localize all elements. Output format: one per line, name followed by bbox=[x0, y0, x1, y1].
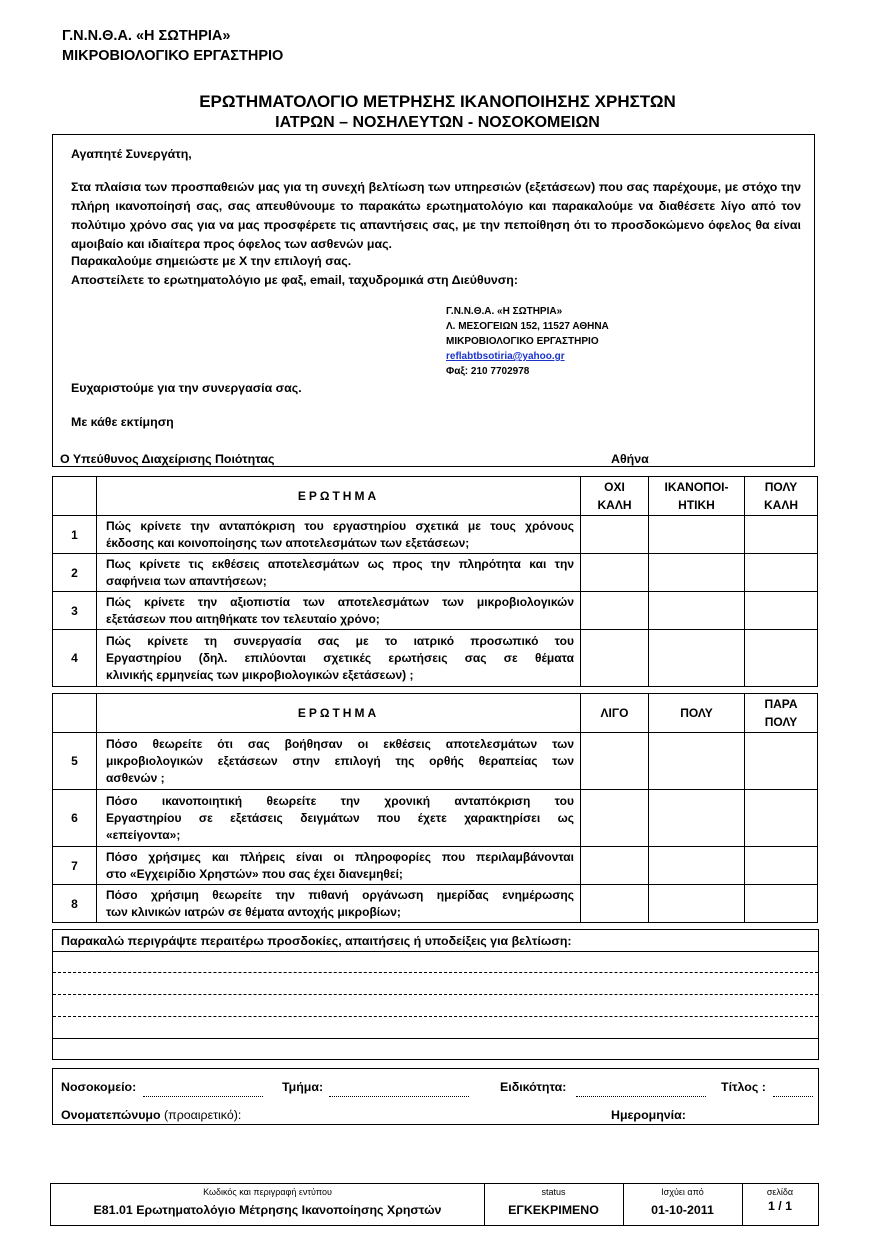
postal-address bbox=[446, 304, 609, 379]
city-label: Αθήνα bbox=[611, 452, 649, 466]
answer-cell[interactable] bbox=[745, 790, 818, 847]
question-header: ΕΡΩΤΗΜΑ bbox=[97, 477, 581, 516]
answer-cell[interactable] bbox=[745, 733, 818, 790]
address-street: Λ. ΜΕΣΟΓΕΙΩΝ 152, 11527 ΑΘΗΝΑ bbox=[446, 321, 609, 332]
document-footer bbox=[50, 1183, 819, 1226]
answer-cell[interactable] bbox=[745, 554, 818, 592]
question-number: 8 bbox=[53, 885, 97, 923]
answer-cell[interactable] bbox=[581, 592, 649, 630]
answer-cell[interactable] bbox=[649, 554, 745, 592]
choice-header-satisfactory: ΙΚΑΝΟΠΟΙ- ΗΤΙΚΗ bbox=[649, 477, 745, 516]
question-row bbox=[53, 630, 818, 687]
comment-line bbox=[53, 972, 818, 973]
answer-cell[interactable] bbox=[581, 733, 649, 790]
hospital-name: Γ.Ν.Ν.Θ.Α. «Η ΣΩΤΗΡΙΑ» bbox=[62, 28, 231, 44]
question-number: 4 bbox=[53, 630, 97, 687]
answer-cell[interactable] bbox=[581, 847, 649, 885]
form-subtitle: ΙΑΤΡΩΝ – ΝΟΣΗΛΕΥΤΩΝ - ΝΟΣΟΚΟΜΕΙΩΝ bbox=[275, 114, 600, 131]
questions-table-1 bbox=[52, 476, 818, 687]
comment-line bbox=[53, 951, 818, 952]
question-row bbox=[53, 847, 818, 885]
question-row bbox=[53, 733, 818, 790]
question-text: Πόσο ικανοποιητική θεωρείτε την χρονική ανταπόκριση του Εργαστηρίου σε εξετάσεις δειγμάτων που έχετε χαρακτηρίσει ως «επείγοντα»; bbox=[97, 790, 581, 847]
thanks-text: Ευχαριστούμε για την συνεργασία σας. bbox=[71, 381, 302, 395]
questions-table-2 bbox=[52, 693, 818, 923]
answer-cell[interactable] bbox=[649, 630, 745, 687]
choice-header-much: ΠΟΛΥ bbox=[649, 694, 745, 733]
regards-text: Με κάθε εκτίμηση bbox=[71, 415, 174, 429]
question-row bbox=[53, 516, 818, 554]
choice-header-very-much: ΠΑΡΑ ΠΟΛΥ bbox=[745, 694, 818, 733]
form-code-value: Ε81.01 Ερωτηματολόγιο Μέτρησης Ικανοποίησης Χρηστών bbox=[93, 1203, 442, 1217]
page-value: 1 / 1 bbox=[767, 1199, 793, 1213]
answer-cell[interactable] bbox=[649, 790, 745, 847]
comments-box[interactable] bbox=[52, 929, 819, 1060]
letter-body: Στα πλαίσια των προσπαθειών μας για τη συνεχή βελτίωση των υπηρεσιών (εξετάσεων) που σας παρέχουμε, με στόχο την πλήρη ικανοποίησή σας, σας απευθύνουμε το παρακάτω ερωτηματολόγιο και παρακαλούμε να διαθέσετε λίγο από τον πολύτιμο χρόνο σας για να μας προσφέρετε τις απαντήσεις σας, με την πεποίθηση ότι το προσδοκώμενο όφελος θα είναι αμοιβαίο και ιδιαίτερα προς όφελος των ασθενών μας. bbox=[71, 180, 801, 251]
choice-header-very-good: ΠΟΛΥ ΚΑΛΗ bbox=[745, 477, 818, 516]
question-number: 6 bbox=[53, 790, 97, 847]
status-cell bbox=[484, 1184, 624, 1225]
answer-cell[interactable] bbox=[745, 516, 818, 554]
specialty-field-label: Ειδικότητα: bbox=[500, 1080, 567, 1094]
answer-cell[interactable] bbox=[649, 516, 745, 554]
question-row bbox=[53, 885, 818, 923]
comment-line bbox=[53, 1038, 818, 1039]
address-dept: ΜΙΚΡΟΒΙΟΛΟΓΙΚΟ ΕΡΓΑΣΤΗΡΙΟ bbox=[446, 336, 599, 347]
answer-cell[interactable] bbox=[581, 885, 649, 923]
question-row bbox=[53, 554, 818, 592]
page-label: σελίδα bbox=[766, 1187, 794, 1197]
greeting: Αγαπητέ Συνεργάτη, bbox=[71, 147, 192, 161]
answer-cell[interactable] bbox=[581, 790, 649, 847]
answer-cell[interactable] bbox=[581, 554, 649, 592]
answer-cell[interactable] bbox=[581, 630, 649, 687]
question-number: 5 bbox=[53, 733, 97, 790]
send-note: Αποστείλετε το ερωτηματολόγιο με φαξ, email, ταχυδρομικά στη Διεύθυνση: bbox=[71, 273, 518, 287]
question-number: 1 bbox=[53, 516, 97, 554]
date-field[interactable] bbox=[696, 1124, 813, 1125]
form-title: ΕΡΩΤΗΜΑΤΟΛΟΓΙΟ ΜΕΤΡΗΣΗΣ ΙΚΑΝΟΠΟΙΗΣΗΣ ΧΡΗΣΤΩΝ bbox=[199, 92, 676, 111]
name-field[interactable] bbox=[269, 1124, 599, 1125]
address-name: Γ.Ν.Ν.Θ.Α. «Η ΣΩΤΗΡΙΑ» bbox=[446, 306, 563, 317]
comment-line bbox=[53, 994, 818, 995]
choice-header-not-good: ΟΧΙ ΚΑΛΗ bbox=[581, 477, 649, 516]
answer-cell[interactable] bbox=[649, 592, 745, 630]
question-text: Πώς κρίνετε την αξιοπιστία των αποτελεσμάτων των μικροβιολογικών εξετάσεων που αιτηθήκατε τον τελευταίο χρόνο; bbox=[97, 592, 581, 630]
mark-note: Παρακαλούμε σημειώστε με Χ την επιλογή σας. bbox=[71, 254, 352, 268]
email-link[interactable]: reflabtbsotiria@yahoo.gr bbox=[446, 351, 565, 362]
valid-from-value: 01-10-2011 bbox=[651, 1203, 714, 1217]
quality-manager-label: Ο Υπεύθυνος Διαχείρισης Ποιότητας bbox=[60, 452, 275, 466]
answer-cell[interactable] bbox=[581, 516, 649, 554]
question-header: ΕΡΩΤΗΜΑ bbox=[97, 694, 581, 733]
answer-cell[interactable] bbox=[745, 847, 818, 885]
date-field-label: Ημερομηνία: bbox=[611, 1108, 686, 1122]
answer-cell[interactable] bbox=[649, 847, 745, 885]
page-cell bbox=[742, 1184, 818, 1225]
cover-letter-box bbox=[52, 134, 815, 467]
comments-label: Παρακαλώ περιγράψτε περαιτέρω προσδοκίες, απαιτήσεις ή υποδείξεις για βελτίωση: bbox=[61, 934, 572, 948]
title-field[interactable] bbox=[773, 1096, 813, 1097]
question-row bbox=[53, 790, 818, 847]
name-field-label: Ονοματεπώνυμο (προαιρετικό): bbox=[61, 1108, 242, 1122]
specialty-field[interactable] bbox=[576, 1096, 706, 1097]
valid-from-label: Ισχύει από bbox=[661, 1187, 704, 1197]
question-number: 2 bbox=[53, 554, 97, 592]
address-fax: Φαξ: 210 7702978 bbox=[446, 366, 530, 377]
comment-line bbox=[53, 1016, 818, 1017]
question-number: 3 bbox=[53, 592, 97, 630]
department-field[interactable] bbox=[329, 1096, 469, 1097]
department-field-label: Τμήμα: bbox=[282, 1080, 324, 1094]
status-value: ΕΓΚΕΚΡΙΜΕΝΟ bbox=[508, 1203, 599, 1217]
hospital-field-label: Νοσοκομείο: bbox=[61, 1080, 137, 1094]
hospital-field[interactable] bbox=[143, 1096, 263, 1097]
question-text: Πως κρίνετε τις εκθέσεις αποτελεσμάτων ως προς την πληρότητα και την σαφήνεια των απαντήσεων; bbox=[97, 554, 581, 592]
hospital-header bbox=[62, 26, 283, 66]
question-text: Πόσο θεωρείτε ότι σας βοήθησαν οι εκθέσεις αποτελεσμάτων των μικροβιολογικών εξετάσεων στην επιλογή της ορθής θεραπείας των ασθενών ; bbox=[97, 733, 581, 790]
answer-cell[interactable] bbox=[745, 592, 818, 630]
form-code-label: Κωδικός και περιγραφή εντύπου bbox=[203, 1187, 332, 1197]
status-label: status bbox=[541, 1187, 566, 1197]
choice-header-little: ΛΙΓΟ bbox=[581, 694, 649, 733]
question-text: Πώς κρίνετε την ανταπόκριση του εργαστηρίου σχετικά με τους χρόνους έκδοσης και κοινοποίησης των αποτελεσμάτων των εξετάσεων; bbox=[97, 516, 581, 554]
question-text: Πόσο χρήσιμες και πλήρεις είναι οι πληροφορίες που περιλαμβάνονται στο «Εγχειρίδιο Χρηστών» που σας έχει διανεμηθεί; bbox=[97, 847, 581, 885]
answer-cell[interactable] bbox=[745, 885, 818, 923]
question-number: 7 bbox=[53, 847, 97, 885]
answer-cell[interactable] bbox=[649, 733, 745, 790]
answer-cell[interactable] bbox=[649, 885, 745, 923]
valid-from-cell bbox=[623, 1184, 743, 1225]
respondent-info-box bbox=[52, 1068, 819, 1125]
question-text: Πόσο χρήσιμη θεωρείτε την πιθανή οργάνωση ημερίδας ενημέρωσης των κλινικών ιατρών σε θέματα αντοχής μικροβίων; bbox=[97, 885, 581, 923]
title-field-label: Τίτλος : bbox=[721, 1080, 766, 1094]
question-text: Πώς κρίνετε τη συνεργασία σας με το ιατρικό προσωπικό του Εργαστηρίου (δηλ. επιλύονται σχετικές ερωτήσεις σας σε θέματα κλινικής ερμηνείας των μικροβιολογικών εξετάσεων) ; bbox=[97, 630, 581, 687]
answer-cell[interactable] bbox=[745, 630, 818, 687]
question-row bbox=[53, 592, 818, 630]
form-code-cell bbox=[51, 1184, 485, 1225]
lab-name: ΜΙΚΡΟΒΙΟΛΟΓΙΚΟ ΕΡΓΑΣΤΗΡΙΟ bbox=[62, 48, 284, 64]
